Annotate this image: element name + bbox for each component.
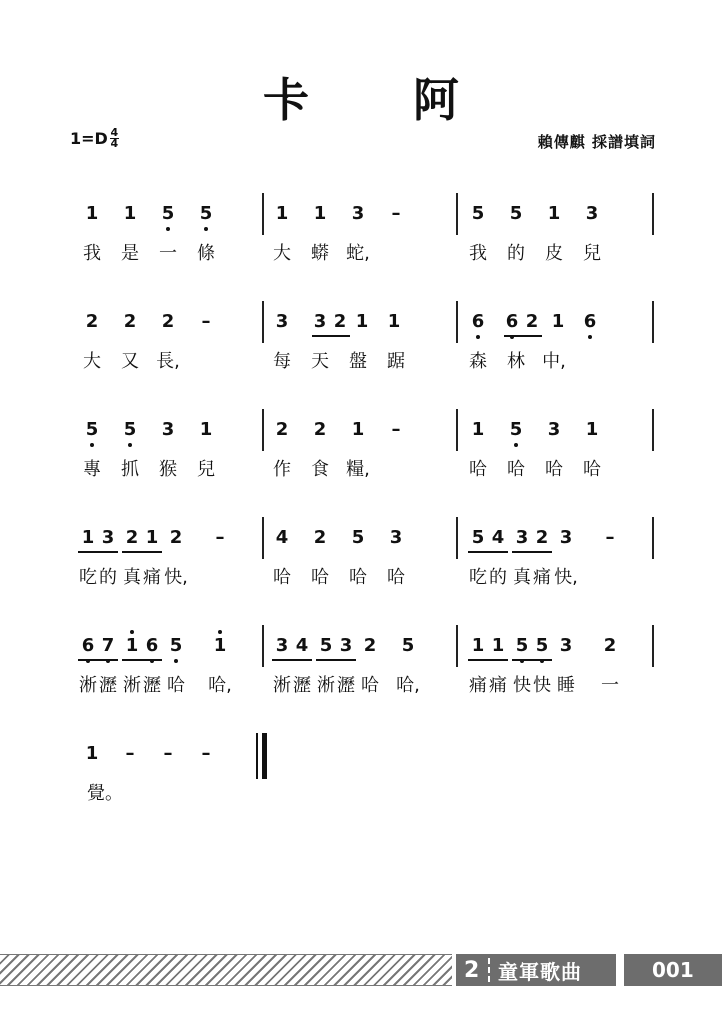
note: 3 <box>585 203 599 224</box>
note: 6 <box>145 635 159 656</box>
lyric-char: 哈 <box>469 459 487 480</box>
lyric-char: 又 <box>121 351 139 372</box>
note: 1 <box>471 635 485 656</box>
note: 2 <box>169 527 183 548</box>
note: 1 <box>275 203 289 224</box>
note: 1 <box>199 419 213 440</box>
note: 2 <box>85 311 99 332</box>
note: – <box>201 311 211 332</box>
note: 5 <box>85 419 99 440</box>
note: 6 <box>81 635 95 656</box>
note: 6 <box>505 311 519 332</box>
lyric-char: 的 <box>489 567 507 588</box>
lyric-char: 瀝 <box>143 675 161 696</box>
note: 1 <box>123 203 137 224</box>
note: 1 <box>351 419 365 440</box>
note: 3 <box>339 635 353 656</box>
eighth-note-underline <box>122 659 162 661</box>
bar-line <box>262 625 264 667</box>
note: 2 <box>313 419 327 440</box>
note: 2 <box>525 311 539 332</box>
note: 5 <box>351 527 365 548</box>
song-title: 卡 阿 <box>262 73 503 127</box>
bar-line <box>262 517 264 559</box>
lyric-char: 哈 <box>349 567 367 588</box>
note: – <box>125 743 135 764</box>
note: 5 <box>401 635 415 656</box>
note: 1 <box>547 203 561 224</box>
bar-line <box>456 625 458 667</box>
note: – <box>605 527 615 548</box>
lyric-char: 林 <box>507 351 525 372</box>
lyric-char: 大 <box>273 243 291 264</box>
lyric-char: 哈, <box>396 675 420 696</box>
note: 5 <box>169 635 183 656</box>
eighth-note-underline <box>512 659 552 661</box>
lyric-char: 蟒 <box>311 243 329 264</box>
lower-octave-dot <box>514 443 518 447</box>
lyric-char: 猴 <box>159 459 177 480</box>
bar-line <box>456 301 458 343</box>
lyric-char: 哈 <box>311 567 329 588</box>
note: 4 <box>491 527 505 548</box>
time-signature-top: 4 <box>110 126 119 139</box>
note: 2 <box>275 419 289 440</box>
lyric-char: 快 <box>513 675 531 696</box>
note: 1 <box>313 203 327 224</box>
upper-octave-dot <box>130 630 134 634</box>
note: 6 <box>583 311 597 332</box>
note: 2 <box>535 527 549 548</box>
lyric-char: 皮 <box>545 243 563 264</box>
lyric-char: 森 <box>469 351 487 372</box>
note: 1 <box>145 527 159 548</box>
note: 1 <box>471 419 485 440</box>
lyric-char: 痛 <box>489 675 507 696</box>
lyric-char: 痛 <box>143 567 161 588</box>
note: 5 <box>509 203 523 224</box>
note: 3 <box>515 527 529 548</box>
lyric-char: 快, <box>554 567 578 588</box>
lyric-char: 哈 <box>273 567 291 588</box>
note: 2 <box>313 527 327 548</box>
key-signature <box>70 128 119 149</box>
note: 5 <box>515 635 529 656</box>
eighth-note-underline <box>504 335 542 337</box>
note: 5 <box>199 203 213 224</box>
lyric-char: 蛇, <box>346 243 370 264</box>
lyric-char: 哈 <box>507 459 525 480</box>
note: 3 <box>161 419 175 440</box>
note: 1 <box>491 635 505 656</box>
bar-line <box>652 625 654 667</box>
note: 3 <box>559 527 573 548</box>
eighth-note-underline <box>468 659 508 661</box>
footer-stripe-band <box>0 954 452 986</box>
note: 2 <box>333 311 347 332</box>
eighth-note-underline <box>78 551 118 553</box>
lyric-char: 哈 <box>583 459 601 480</box>
note: 1 <box>85 743 99 764</box>
footer-book-name: 童軍歌曲 <box>498 959 582 984</box>
note: 1 <box>81 527 95 548</box>
lyric-char: 淅 <box>273 675 291 696</box>
lower-octave-dot <box>476 335 480 339</box>
lyric-char: 踞 <box>387 351 405 372</box>
bar-line <box>262 301 264 343</box>
note: 2 <box>125 527 139 548</box>
bar-line <box>652 193 654 235</box>
note: 5 <box>123 419 137 440</box>
note: 4 <box>295 635 309 656</box>
lyric-char: 中, <box>542 351 566 372</box>
lyric-char: 哈 <box>167 675 185 696</box>
credit-line: 賴傳麒 採譜填詞 <box>537 133 656 151</box>
eighth-note-underline <box>512 551 552 553</box>
key-text: 1=D <box>70 129 108 148</box>
lyric-char: 快, <box>164 567 188 588</box>
note: 1 <box>85 203 99 224</box>
lyric-char: 痛 <box>533 567 551 588</box>
lyric-char: 覺。 <box>87 783 123 804</box>
lower-octave-dot <box>588 335 592 339</box>
eighth-note-underline <box>468 551 508 553</box>
note: 2 <box>123 311 137 332</box>
note: 1 <box>387 311 401 332</box>
lyric-char: 天 <box>311 351 329 372</box>
note: 4 <box>275 527 289 548</box>
note: – <box>163 743 173 764</box>
note: 7 <box>101 635 115 656</box>
lyric-char: 哈 <box>545 459 563 480</box>
note: 3 <box>313 311 327 332</box>
note: 1 <box>213 635 227 656</box>
lyric-char: 糧, <box>346 459 370 480</box>
lyric-char: 真 <box>123 567 141 588</box>
note: 1 <box>355 311 369 332</box>
bar-line <box>456 517 458 559</box>
note: 1 <box>125 635 139 656</box>
note: 3 <box>547 419 561 440</box>
note: – <box>391 419 401 440</box>
footer-separator <box>488 958 490 982</box>
lyric-char: 哈 <box>387 567 405 588</box>
lyric-char: 我 <box>469 243 487 264</box>
note: – <box>215 527 225 548</box>
note: 5 <box>471 527 485 548</box>
lyric-char: 的 <box>99 567 117 588</box>
note: 5 <box>319 635 333 656</box>
lyric-char: 兒 <box>583 243 601 264</box>
lyric-char: 淅 <box>317 675 335 696</box>
lower-octave-dot <box>204 227 208 231</box>
lyric-char: 的 <box>507 243 525 264</box>
note: 2 <box>363 635 377 656</box>
bar-line <box>456 193 458 235</box>
lyric-char: 吃 <box>469 567 487 588</box>
time-signature-bottom: 4 <box>110 137 119 150</box>
lower-octave-dot <box>128 443 132 447</box>
eighth-note-underline <box>312 335 350 337</box>
note: 3 <box>101 527 115 548</box>
note: 3 <box>389 527 403 548</box>
bar-line <box>652 301 654 343</box>
lyric-char: 真 <box>513 567 531 588</box>
eighth-note-underline <box>122 551 162 553</box>
note: 2 <box>603 635 617 656</box>
lower-octave-dot <box>166 227 170 231</box>
note: 1 <box>585 419 599 440</box>
eighth-note-underline <box>316 659 356 661</box>
lyric-char: 一 <box>601 675 619 696</box>
final-barline-thick <box>262 733 267 779</box>
lyric-char: 瀝 <box>293 675 311 696</box>
bar-line <box>652 409 654 451</box>
bar-line <box>262 193 264 235</box>
note: 3 <box>559 635 573 656</box>
lyric-char: 專 <box>83 459 101 480</box>
lyric-char: 盤 <box>349 351 367 372</box>
lyric-char: 哈 <box>361 675 379 696</box>
lyric-char: 長, <box>156 351 180 372</box>
note: 5 <box>509 419 523 440</box>
time-signature <box>110 128 119 149</box>
lyric-char: 大 <box>83 351 101 372</box>
bar-line <box>456 409 458 451</box>
lyric-char: 我 <box>83 243 101 264</box>
lower-octave-dot <box>174 659 178 663</box>
footer-volume: 2 <box>464 957 480 983</box>
final-barline-thin <box>256 733 258 779</box>
lyric-char: 痛 <box>469 675 487 696</box>
note: 3 <box>275 311 289 332</box>
note: 6 <box>471 311 485 332</box>
page-number: 001 <box>624 954 722 986</box>
footer-book-label <box>456 954 616 986</box>
lyric-char: 瀝 <box>99 675 117 696</box>
lower-octave-dot <box>90 443 94 447</box>
bar-line <box>652 517 654 559</box>
eighth-note-underline <box>272 659 312 661</box>
note: 3 <box>275 635 289 656</box>
note: 5 <box>471 203 485 224</box>
lyric-char: 作 <box>273 459 291 480</box>
lyric-char: 抓 <box>121 459 139 480</box>
lyric-char: 每 <box>273 351 291 372</box>
note: – <box>391 203 401 224</box>
lyric-char: 睡 <box>557 675 575 696</box>
note: – <box>201 743 211 764</box>
lyric-char: 吃 <box>79 567 97 588</box>
note: 3 <box>351 203 365 224</box>
lyric-char: 條 <box>197 243 215 264</box>
note: 2 <box>161 311 175 332</box>
lyric-char: 是 <box>121 243 139 264</box>
lyric-char: 快 <box>533 675 551 696</box>
note: 5 <box>535 635 549 656</box>
lyric-char: 兒 <box>197 459 215 480</box>
lyric-char: 食 <box>311 459 329 480</box>
eighth-note-underline <box>78 659 118 661</box>
upper-octave-dot <box>218 630 222 634</box>
lyric-char: 哈, <box>208 675 232 696</box>
lyric-char: 淅 <box>123 675 141 696</box>
note: 1 <box>551 311 565 332</box>
note: 5 <box>161 203 175 224</box>
lyric-char: 一 <box>159 243 177 264</box>
bar-line <box>262 409 264 451</box>
lyric-char: 瀝 <box>337 675 355 696</box>
lyric-char: 淅 <box>79 675 97 696</box>
